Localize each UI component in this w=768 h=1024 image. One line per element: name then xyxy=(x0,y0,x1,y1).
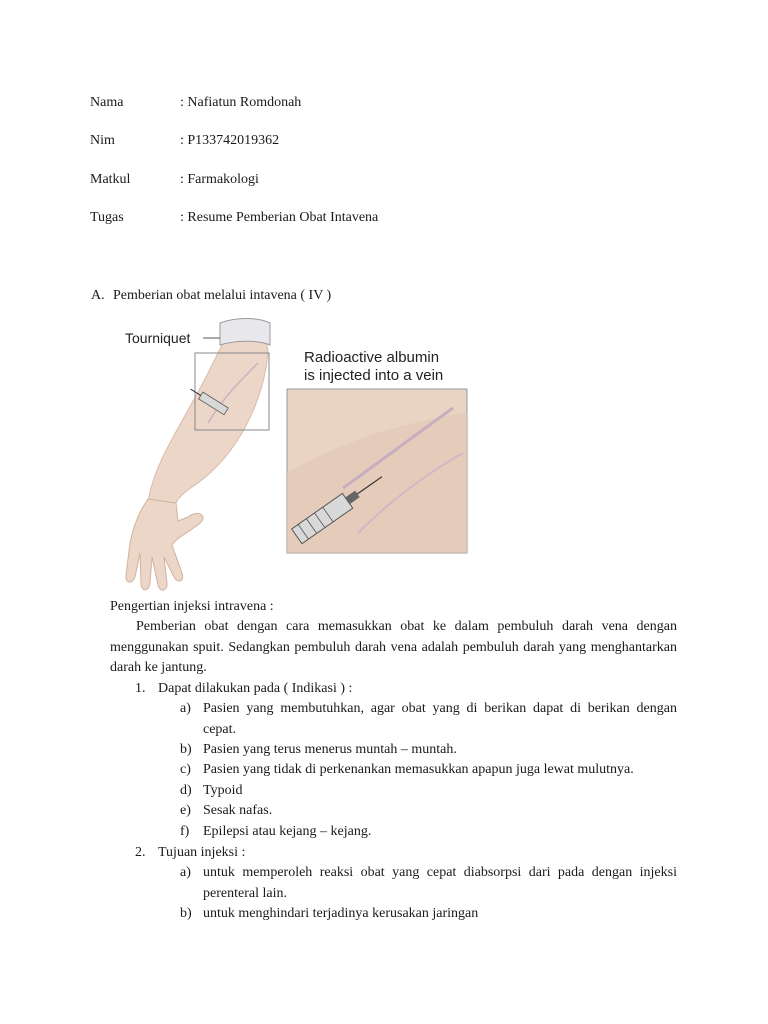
list-title: Tujuan injeksi : xyxy=(158,845,246,860)
section-title: Pemberian obat melalui intavena ( IV ) xyxy=(113,288,332,303)
list-number: 1. xyxy=(135,681,146,696)
list-item xyxy=(180,863,677,904)
hand-shape xyxy=(126,499,203,590)
list-item xyxy=(180,801,677,822)
list-item-marker: d) xyxy=(180,783,192,798)
header-value: : Nafiatun Romdonah xyxy=(180,95,302,110)
list-item-text: Typoid xyxy=(203,783,243,798)
list-item-text: untuk memperoleh reaksi obat yang cepat diabsorpsi dari pada dengan injeksi perenteral lain. xyxy=(203,865,677,901)
list-item-text: Pasien yang terus menerus muntah – muntah. xyxy=(203,742,457,757)
list-item xyxy=(180,740,677,761)
list-item-text: Pasien yang membutuhkan, agar obat yang di berikan dapat di berikan dengan cepat. xyxy=(203,701,677,737)
section-heading xyxy=(91,287,331,305)
tourniquet-band xyxy=(220,319,270,346)
header-label: Nim xyxy=(90,133,115,148)
list-item-text: untuk menghindari terjadinya kerusakan jaringan xyxy=(203,906,479,921)
tourniquet-label: Tourniquet xyxy=(125,330,191,346)
definition-paragraph: Pemberian obat dengan cara memasukkan obat ke dalam pembuluh darah vena dengan menggunakan spuit. Sedangkan pembuluh darah vena adalah pembuluh darah yang menghantarkan darah ke jantung. xyxy=(110,619,677,675)
header-value: : Farmakologi xyxy=(180,172,259,187)
header-label: Tugas xyxy=(90,210,124,225)
list-item-text: Epilepsi atau kejang – kejang. xyxy=(203,824,372,839)
callout-line-2: is injected into a vein xyxy=(304,367,444,384)
list-item-text: Sesak nafas. xyxy=(203,803,273,818)
list-item-marker: a) xyxy=(180,701,191,716)
definition-heading: Pengertian injeksi intravena : xyxy=(110,599,274,614)
list-item-text: Pasien yang tidak di perkenankan memasukkan apapun juga lewat mulutnya. xyxy=(203,762,634,777)
inset-view xyxy=(287,389,467,553)
list-item xyxy=(180,822,677,843)
list-item xyxy=(180,904,677,925)
list-title: Dapat dilakukan pada ( Indikasi ) : xyxy=(158,681,353,696)
callout-line-1: Radioactive albumin xyxy=(304,349,440,366)
list-item xyxy=(180,760,677,781)
list-item-marker: f) xyxy=(180,824,190,839)
list-item-marker: b) xyxy=(180,742,192,757)
header-value: : Resume Pemberian Obat Intavena xyxy=(180,210,379,225)
list-item xyxy=(180,699,677,740)
header-label: Nama xyxy=(90,95,124,110)
list-item-marker: b) xyxy=(180,906,192,921)
list-1-heading xyxy=(135,679,352,699)
list-item-marker: a) xyxy=(180,865,191,880)
iv-injection-illustration xyxy=(108,313,478,593)
list-number: 2. xyxy=(135,845,146,860)
list-item-marker: c) xyxy=(180,762,191,777)
header-label: Matkul xyxy=(90,172,131,187)
list-2-heading xyxy=(135,843,245,863)
section-letter: A. xyxy=(91,288,105,303)
list-item-marker: e) xyxy=(180,803,191,818)
header-value: : P133742019362 xyxy=(180,133,280,148)
forearm-shape xyxy=(148,329,268,503)
list-item xyxy=(180,781,677,802)
